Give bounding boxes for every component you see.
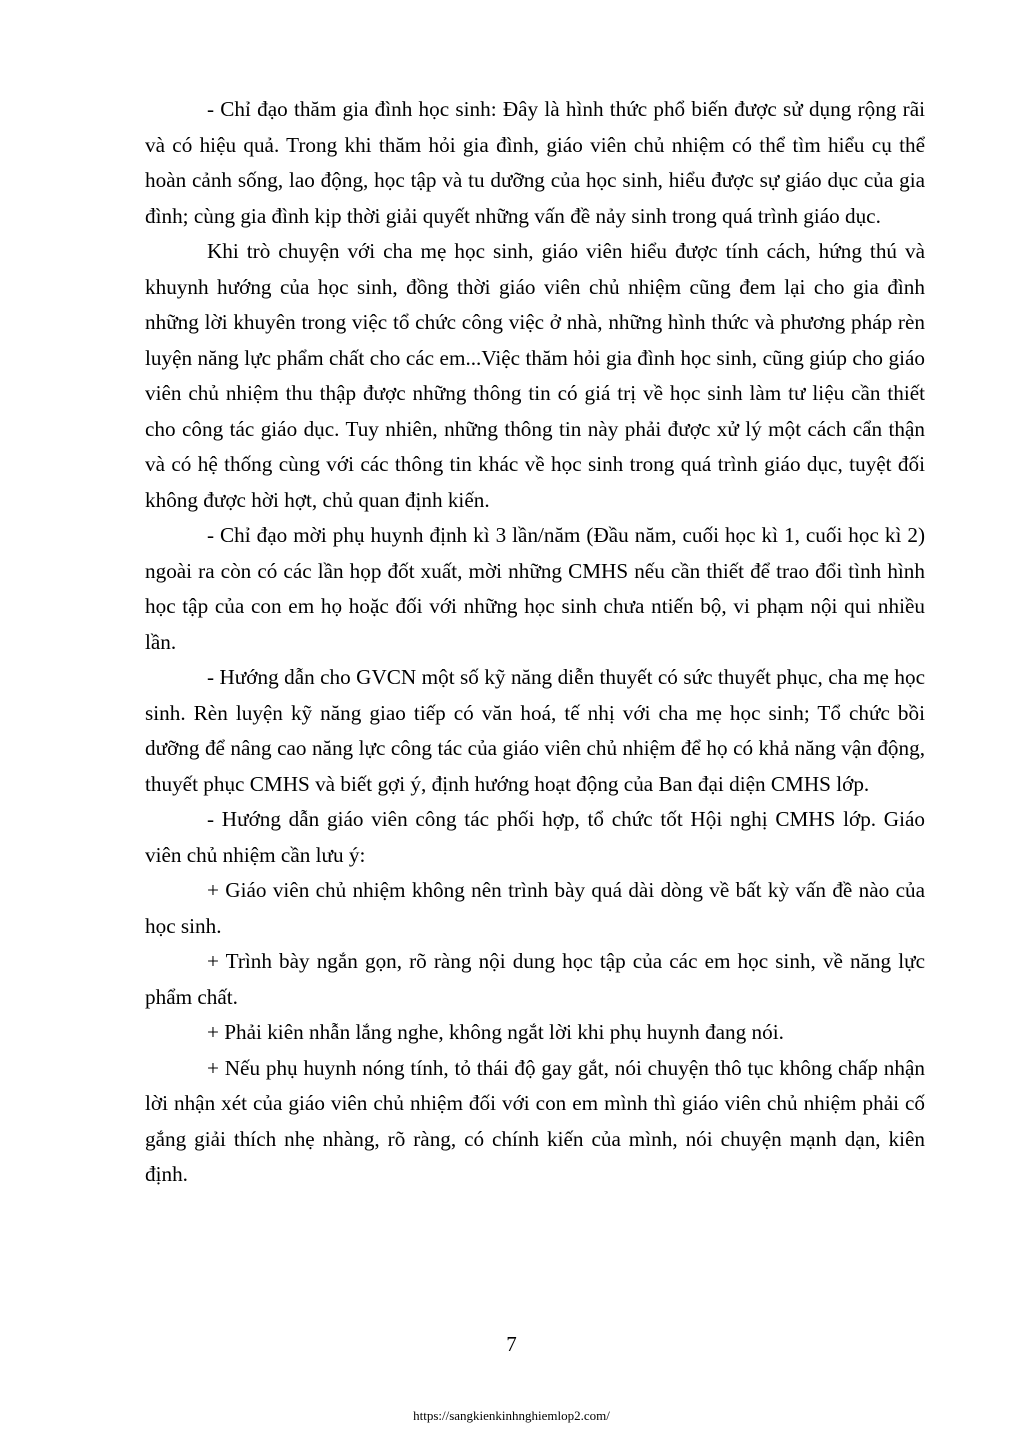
paragraph-talking-with-parents: Khi trò chuyện với cha mẹ học sinh, giáo viên hiểu được tính cách, hứng thú và khuynh hướng của học sinh, đồng thời giáo viên chủ nhiệm cũng đem lại cho gia đình những lời khuyên trong việc tổ chức công việc ở nhà, những hình thức và phương pháp rèn luyện năng lực phẩm chất cho các em...Việc thăm hỏi gia đình học sinh, cũng giúp cho giáo viên chủ nhiệm thu thập được những thông tin có giá trị về học sinh làm tư liệu cần thiết cho công tác giáo dục. Tuy nhiên, những thông tin này phải được xử lý một cách cẩn thận và có hệ thống cùng với các thông tin khác về học sinh trong quá trình giáo dục, tuyệt đối không được hời hợt, chủ quan định kiến. — [145, 239, 925, 512]
paragraph-conference-guidance: - Hướng dẫn giáo viên công tác phối hợp, tổ chức tốt Hội nghị CMHS lớp. Giáo viên chủ nhiệm cần lưu ý: — [145, 807, 925, 867]
list-item-concise: + Trình bày ngắn gọn, rõ ràng nội dung học tập của các em học sinh, về năng lực phẩm chất. — [145, 949, 925, 1009]
list-item-not-lengthy: + Giáo viên chủ nhiệm không nên trình bày quá dài dòng về bất kỳ vấn đề nào của học sinh. — [145, 878, 925, 938]
document-body — [145, 92, 925, 1193]
footer-url: https://sangkienkinhnghiemlop2.com/ — [413, 1408, 610, 1423]
page-number: 7 — [506, 1332, 517, 1356]
paragraph-parent-meetings: - Chỉ đạo mời phụ huynh định kì 3 lần/năm (Đầu năm, cuối học kì 1, cuối học kì 2) ngoài ra còn có các lần họp đốt xuất, mời những CMHS nếu cần thiết để trao đổi tình hình học tập của con em họ hoặc đối với những học sinh chưa ntiến bộ, vi phạm nội qui nhiều lần. — [145, 523, 925, 654]
list-item-difficult-parents: + Nếu phụ huynh nóng tính, tỏ thái độ gay gắt, nói chuyện thô tục không chấp nhận lời nhận xét của giáo viên chủ nhiệm đối với con em mình thì giáo viên chủ nhiệm phải cố gắng giải thích nhẹ nhàng, rõ ràng, có chính kiến của mình, nói chuyện mạnh dạn, kiên định. — [145, 1055, 925, 1186]
paragraph-teacher-guidance: - Hướng dẫn cho GVCN một số kỹ năng diễn thuyết có sức thuyết phục, cha mẹ học sinh. Rèn luyện kỹ năng giao tiếp có văn hoá, tế nhị với cha mẹ học sinh; Tổ chức bồi dưỡng để nâng cao năng lực công tác của giáo viên chủ nhiệm để họ có khả năng vận động, thuyết phục CMHS và biết gợi ý, định hướng hoạt động của Ban đại diện CMHS lớp. — [145, 665, 925, 796]
list-item-patience: + Phải kiên nhẫn lắng nghe, không ngắt lời khi phụ huynh đang nói. — [207, 1020, 784, 1044]
paragraph-family-visits: - Chỉ đạo thăm gia đình học sinh: Đây là hình thức phổ biến được sử dụng rộng rãi và có hiệu quả. Trong khi thăm hỏi gia đình, giáo viên chủ nhiệm có thể tìm hiểu cụ thể hoàn cảnh sống, lao động, học tập và tu dưỡng của học sinh, hiểu được sự giáo dục của gia đình; cùng gia đình kịp thời giải quyết những vấn đề nảy sinh trong quá trình giáo dục. — [145, 97, 925, 228]
